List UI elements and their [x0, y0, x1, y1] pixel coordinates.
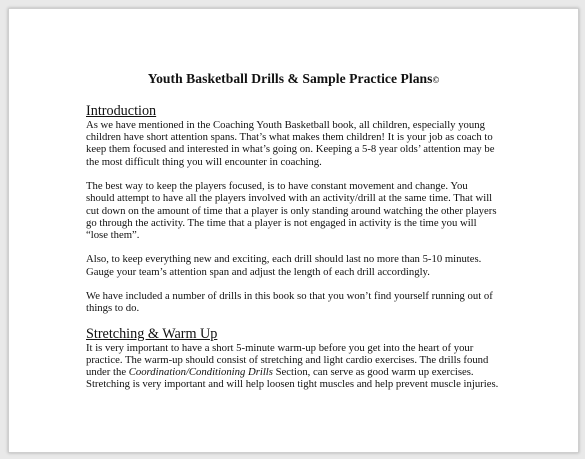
text-line: Stretching is very important and will help loosen tight muscles and help prevent muscle injuries.: [86, 378, 499, 391]
intro-paragraph-2: [86, 180, 516, 241]
document-title: [9, 71, 578, 87]
intro-paragraph-1: [86, 119, 516, 168]
text-line: cut down on the amount of time that a player is only standing around watching the other players: [86, 204, 497, 217]
text-fragment: Section, can serve as good warm up exercises.: [272, 366, 474, 379]
text-line: practice. The warm-up should consist of stretching and light cardio exercises. The drills found: [86, 354, 489, 367]
text-line: Also, to keep everything new and exciting, each drill should last no more than 5-10 minutes.: [86, 253, 482, 266]
text-line: The best way to keep the players focused, is to have constant movement and change. You: [86, 180, 468, 193]
text-line: It is very important to have a short 5-minute warm-up before you get into the heart of your: [86, 341, 474, 354]
text-line: “lose them”.: [86, 228, 140, 241]
text-line: We have included a number of drills in this book so that you won’t find yourself running out of: [86, 290, 493, 303]
document-page: [8, 8, 579, 453]
text-line: [86, 366, 516, 378]
stretching-paragraph: [86, 342, 516, 391]
text-line: the most difficult thing you will encounter in coaching.: [86, 155, 322, 168]
section-heading-introduction: Introduction: [86, 103, 157, 119]
section-heading-stretching: Stretching & Warm Up: [86, 325, 218, 342]
text-fragment: under the: [86, 366, 129, 379]
intro-paragraph-4: [86, 290, 516, 314]
text-line: As we have mentioned in the Coaching Youth Basketball book, all children, especially young: [86, 119, 485, 131]
drills-section-reference: Coordination/Conditioning Drills: [128, 366, 273, 379]
text-line: should attempt to have all the players involved with an activity/drill at the same time. That will: [86, 192, 493, 205]
text-line: things to do.: [86, 302, 140, 315]
document-title-text: Youth Basketball Drills & Sample Practice Plans: [147, 71, 433, 86]
intro-paragraph-3: [86, 253, 516, 277]
text-line: Gauge your team’s attention span and adjust the length of each drill accordingly.: [86, 265, 430, 278]
text-line: go through the activity. The time that a player is not engaged in activity is the time you will: [86, 216, 477, 229]
text-line: children have short attention spans. That’s what makes them children! It is your job as coach to: [86, 131, 493, 144]
copyright-mark: ©: [432, 75, 440, 85]
document-body: [86, 104, 516, 403]
text-line: keep them focused and interested in what’s going on. Keeping a 5-8 year olds’ attention may be: [86, 143, 495, 156]
